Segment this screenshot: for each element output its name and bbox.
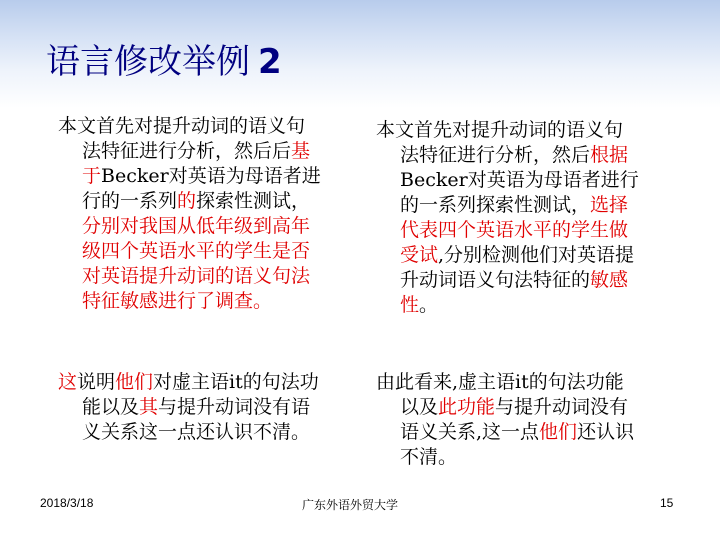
text-line <box>376 168 639 193</box>
text-line <box>376 370 634 395</box>
highlighted-text: 敏感 <box>590 269 629 291</box>
text-line <box>58 289 321 314</box>
text-line <box>58 139 321 164</box>
original-text-1 <box>58 114 321 314</box>
highlighted-text: 特征敏感进行了调查。 <box>82 290 273 312</box>
original-text-2 <box>58 370 319 445</box>
text-line <box>58 264 321 289</box>
text-run: 法特征进行分析，然后后 <box>82 140 292 162</box>
text-run: 行的一系列 <box>82 190 178 212</box>
footer-page-number: 15 <box>660 496 674 510</box>
slide-title-number: 2 <box>258 42 282 82</box>
highlighted-text: 选择 <box>590 194 629 216</box>
highlighted-text: 的 <box>177 190 197 212</box>
highlighted-text: 性 <box>400 294 420 316</box>
text-run: 与提升动词没有 <box>495 396 629 418</box>
highlighted-text: 他们 <box>539 421 578 443</box>
slide-title-text: 语言修改举例 <box>46 42 250 82</box>
text-run: ,分别检测他们对英语提 <box>438 244 635 266</box>
highlighted-text: 对英语提升动词的语义句法 <box>82 265 311 287</box>
slide-title <box>46 34 282 83</box>
highlighted-text: 根据 <box>590 144 629 166</box>
text-line <box>58 395 319 420</box>
highlighted-text: 其 <box>139 396 159 418</box>
text-run: 语义关系,这一点 <box>400 421 540 443</box>
text-line <box>376 395 634 420</box>
footer-date: 2018/3/18 <box>40 496 94 510</box>
text-run: 由此看来,虚主语it的句法功能 <box>376 371 624 393</box>
highlighted-text: 这 <box>58 371 78 393</box>
revised-text-1 <box>376 118 639 318</box>
text-line <box>376 420 634 445</box>
text-run: 本文首先对提升动词的语义句 <box>58 115 306 137</box>
text-run: 义关系这一点还认识不清。 <box>82 421 311 443</box>
revised-text-2 <box>376 370 634 470</box>
footer-institution: 广东外语外贸大学 <box>302 498 399 512</box>
text-run: 。 <box>419 294 439 316</box>
highlighted-text: 代表四个英语水平的学生做 <box>400 219 629 241</box>
text-run: Becker对英语为母语者进 <box>101 165 321 187</box>
text-line <box>376 193 639 218</box>
text-line <box>376 118 639 143</box>
text-line <box>376 268 639 293</box>
highlighted-text: 于 <box>82 165 102 187</box>
text-run: 法特征进行分析，然后 <box>400 144 591 166</box>
text-line <box>376 143 639 168</box>
highlighted-text: 基 <box>291 140 311 162</box>
text-run: 升动词语义句法特征的 <box>400 269 591 291</box>
text-run: 对虚主语it的句法功 <box>153 371 319 393</box>
text-run: 本文首先对提升动词的语义句 <box>376 119 624 141</box>
highlighted-text: 分别对我国从低年级到高年 <box>82 215 311 237</box>
text-line <box>58 114 321 139</box>
text-line <box>376 445 634 470</box>
text-run: 不清。 <box>400 446 458 468</box>
text-run: Becker对英语为母语者进行 <box>400 169 639 191</box>
highlighted-text: 级四个英语水平的学生是否 <box>82 240 311 262</box>
text-run: 的一系列探索性测试， <box>400 194 591 216</box>
text-line <box>376 243 639 268</box>
text-line <box>376 218 639 243</box>
highlighted-text: 他们 <box>115 371 154 393</box>
highlighted-text: 此功能 <box>438 396 496 418</box>
text-line <box>58 164 321 189</box>
text-line <box>376 293 639 318</box>
text-line <box>58 420 319 445</box>
text-run: 还认识 <box>577 421 635 443</box>
text-line <box>58 189 321 214</box>
text-line <box>58 239 321 264</box>
text-line <box>58 370 319 395</box>
text-run: 说明 <box>77 371 116 393</box>
text-line <box>58 214 321 239</box>
text-run: 探索性测试， <box>196 190 311 212</box>
text-run: 能以及 <box>82 396 140 418</box>
text-run: 以及 <box>400 396 439 418</box>
highlighted-text: 受试 <box>400 244 439 266</box>
text-run: 与提升动词没有语 <box>158 396 311 418</box>
